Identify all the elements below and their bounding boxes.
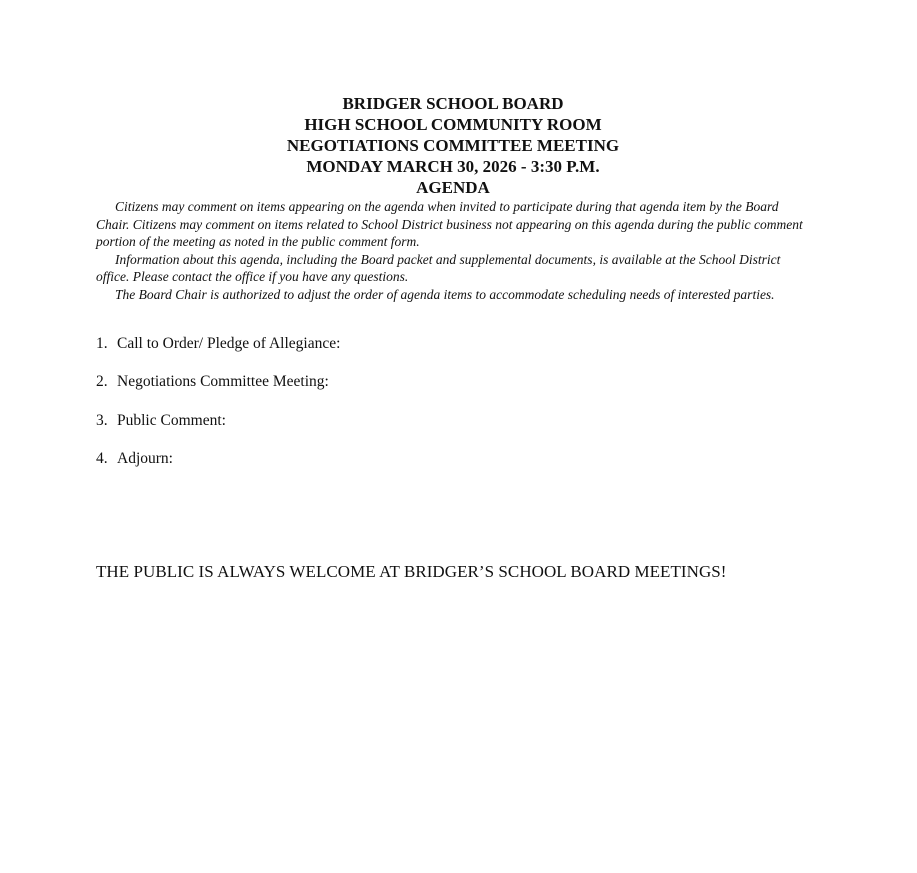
agenda-header (96, 93, 810, 198)
meeting-title: NEGOTIATIONS COMMITTEE MEETING (286, 136, 620, 155)
notice-paragraph-comments: Citizens may comment on items appearing on the agenda when invited to participate during that agenda item by the Board Chair. Citizens may comment on items related to School District business not appearing on this agenda during the public comment portion of the meeting as noted in the public comment form. (96, 199, 803, 250)
agenda-item-number: 3. (96, 411, 108, 429)
board-name: BRIDGER SCHOOL BOARD (342, 94, 564, 113)
agenda-item-adjourn (96, 449, 810, 468)
agenda-document (96, 93, 810, 581)
meeting-location: HIGH SCHOOL COMMUNITY ROOM (304, 115, 602, 134)
public-welcome-statement: THE PUBLIC IS ALWAYS WELCOME AT BRIDGER’S SCHOOL BOARD MEETINGS! (96, 562, 727, 581)
agenda-item-public-comment (96, 411, 810, 430)
agenda-items (96, 334, 810, 469)
agenda-item-negotiations (96, 372, 810, 391)
notice-paragraph-order: The Board Chair is authorized to adjust the order of agenda items to accommodate scheduling needs of interested parties. (115, 286, 775, 302)
agenda-item-number: 2. (96, 373, 108, 391)
agenda-item-number: 1. (96, 334, 108, 352)
agenda-heading: AGENDA (416, 178, 490, 197)
agenda-item-call-to-order (96, 334, 810, 353)
agenda-item-label: Call to Order/ Pledge of Allegiance: (117, 334, 341, 352)
notice-paragraph-information: Information about this agenda, including the Board packet and supplemental documents, is available at the School District office. Please contact the office if you have any questions. (96, 251, 781, 285)
agenda-item-label: Adjourn: (117, 450, 173, 468)
meeting-date-time: MONDAY MARCH 30, 2026 - 3:30 P.M. (306, 157, 600, 176)
agenda-item-label: Negotiations Committee Meeting: (117, 373, 329, 391)
public-comment-notice (96, 198, 810, 304)
agenda-item-number: 4. (96, 450, 108, 468)
agenda-item-label: Public Comment: (117, 411, 226, 429)
